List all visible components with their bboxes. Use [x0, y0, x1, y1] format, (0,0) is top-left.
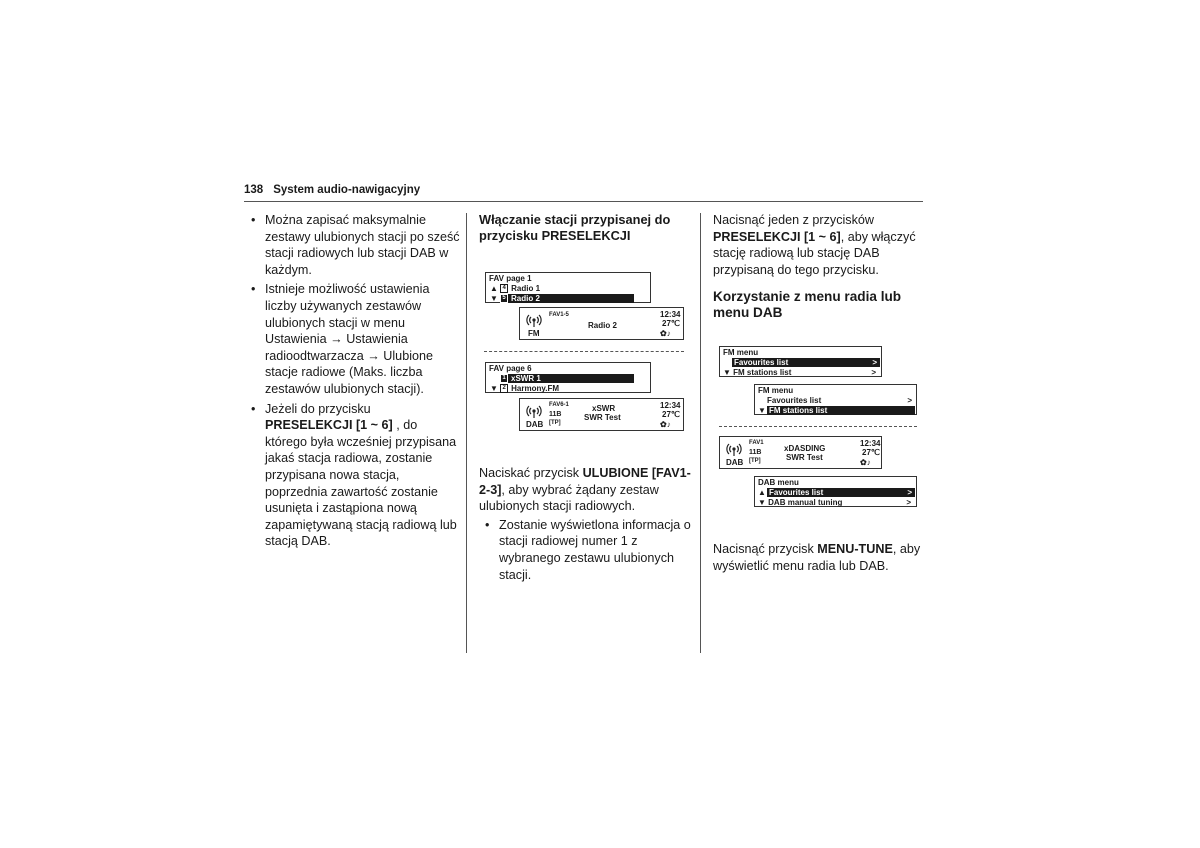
status-icons: ✿♪: [660, 329, 671, 338]
service-name: SWR Test: [786, 453, 823, 462]
preset-number: 4: [500, 284, 508, 293]
preset-number: 2: [500, 384, 508, 393]
fav-label: FAV1-5: [549, 312, 569, 318]
bold-text: MENU-TUNE: [817, 542, 893, 556]
down-arrow-icon: ▼: [490, 294, 498, 303]
band-label: DAB: [526, 420, 544, 429]
bullet-item: • Istnieje możliwość ustawienia liczby używanych zestawów ulubionych stacji w menu Ustawienia → Ustawienia radioodtwarzacza → Ulubione stacje radiowe (Maks. liczba zestawów ulubionych stacji).: [250, 281, 460, 397]
fav-row-selected: [500, 294, 634, 303]
down-arrow-icon: ▼: [490, 384, 498, 393]
tp-indicator: [TP]: [749, 458, 761, 464]
station-name: xSWR: [592, 404, 616, 413]
station-name: xSWR 1: [511, 374, 541, 383]
player-screen-dab-2: [719, 436, 882, 469]
temperature: 27℃: [862, 448, 880, 457]
fav-label: FAV1: [749, 440, 764, 446]
fm-menu-screen-2: [754, 384, 917, 415]
clock: 12:34: [860, 439, 881, 448]
column-1: [250, 212, 460, 553]
page-number: 138: [244, 184, 264, 196]
temperature: 27℃: [662, 410, 680, 419]
fav-row-selected: [500, 374, 634, 383]
screen-title: DAB menu: [758, 478, 799, 487]
station-name: Radio 2: [511, 294, 540, 303]
channel: 11B: [749, 449, 762, 456]
menu-item-label: FM stations list: [769, 406, 828, 415]
menu-item-label: FM stations list: [733, 368, 792, 377]
chevron-right-icon: >: [907, 396, 912, 405]
column-3-lower: [713, 541, 925, 574]
screen-title: FAV page 1: [489, 274, 532, 283]
page-header: [244, 184, 420, 196]
channel: 11B: [549, 411, 562, 418]
text: Nacisnąć przycisk: [713, 542, 818, 556]
tp-indicator: [TP]: [549, 420, 561, 426]
status-icons: ✿♪: [660, 420, 671, 429]
down-arrow-icon: ▼: [723, 368, 731, 377]
down-arrow-icon: ▼: [758, 406, 766, 415]
player-screen-fm: [519, 307, 684, 340]
column-3: [713, 212, 925, 321]
temperature: 27℃: [662, 319, 680, 328]
bold-text: ULUBIONE [FAV1-2-3]: [479, 466, 691, 497]
header-rule: [244, 201, 923, 202]
clock: 12:34: [660, 310, 681, 319]
bold-text: PRESELEKCJI [1 ~ 6]: [265, 418, 393, 433]
menu-row-selected: [732, 358, 880, 367]
station-name: Radio 1: [511, 284, 541, 293]
bullet-item: • Zostanie wyświetlona informacja o stacji radiowej numer 1 z wybranego zestawu ulubionych stacji.: [484, 517, 691, 583]
section-heading: Włączanie stacji przypisanej do przycisku PRESELEKCJI: [479, 212, 671, 243]
text: , aby wybrać żądany zestaw ulubionych stacji radiowych.: [479, 482, 659, 514]
down-arrow-icon: ▼: [758, 498, 766, 507]
dab-menu-screen: [754, 476, 917, 507]
menu-row: [758, 498, 914, 507]
separator: [719, 426, 917, 427]
chevron-right-icon: >: [871, 368, 876, 377]
station-name: Harmony.FM: [511, 384, 560, 393]
antenna-icon: [726, 441, 742, 457]
section-title: System audio-nawigacyjny: [273, 184, 421, 196]
paragraph: [713, 541, 925, 574]
screen-title: FM menu: [758, 386, 794, 395]
band-label: DAB: [726, 458, 744, 467]
fav-label: FAV6-1: [549, 402, 569, 408]
text: , aby włączyć stację radiową lub stację DAB przypisaną do tego przycisku.: [713, 229, 916, 277]
service-name: SWR Test: [584, 413, 621, 422]
antenna-icon: [526, 403, 542, 419]
status-icons: ✿♪: [860, 458, 871, 467]
menu-item-label: Favourites list: [734, 358, 789, 367]
screen-title: FM menu: [723, 348, 759, 357]
section-heading: Korzystanie z menu radia lub menu DAB: [713, 289, 902, 321]
band-label: FM: [528, 329, 540, 338]
menu-row-selected: [767, 406, 915, 415]
text: Naciskać przycisk: [479, 466, 583, 480]
menu-item-label: DAB manual tuning: [768, 498, 843, 507]
menu-row: [723, 368, 879, 377]
text: Nacisnąć jeden z przycisków: [713, 213, 874, 227]
menu-item-label: Favourites list: [767, 396, 822, 405]
text: , aby wyświetlić menu radia lub DAB.: [713, 542, 921, 573]
paragraph: [479, 465, 691, 515]
chevron-right-icon: >: [872, 358, 877, 367]
chevron-right-icon: >: [907, 488, 912, 497]
station-name: xDASDING: [784, 444, 826, 453]
column-divider-1: [466, 213, 467, 653]
paragraph: [713, 212, 925, 278]
fm-menu-screen: [719, 346, 882, 377]
preset-number: 1: [500, 374, 508, 383]
bold-text: PRESELEKCJI [1 ~ 6]: [713, 229, 841, 244]
bullet-item: • Można zapisać maksymalnie zestawy ulubionych stacji po sześć stacji radiowych lub stacji DAB w każdym.: [250, 212, 460, 278]
fav-page-1-screen: [485, 272, 651, 303]
menu-row-selected: [767, 488, 915, 497]
column-2-lower: [479, 465, 691, 586]
separator: [484, 351, 684, 352]
fav-row: [490, 384, 648, 393]
fav-page-6-screen: [485, 362, 651, 393]
screen-title: FAV page 6: [489, 364, 532, 373]
clock: 12:34: [660, 401, 681, 410]
chevron-right-icon: >: [906, 498, 911, 507]
menu-item-label: Favourites list: [769, 488, 824, 497]
up-arrow-icon: ▲: [758, 488, 766, 497]
menu-row: [767, 396, 915, 405]
bullet-item: [250, 401, 460, 550]
text: Jeżeli do przycisku: [265, 401, 371, 416]
preset-number: 5: [500, 294, 508, 303]
station-name: Radio 2: [588, 321, 617, 330]
fav-row: [490, 284, 648, 293]
column-divider-2: [700, 213, 701, 653]
column-2: [479, 212, 691, 244]
antenna-icon: [526, 312, 542, 328]
text: , do którego była wcześniej przypisana jakaś stacja radiowa, zostanie przypisana nowa stacja, poprzednia zawartość zostanie usunięta i zastąpiona nową zapamiętywaną stacją radiową lub stacją DAB.: [265, 418, 457, 549]
player-screen-dab: [519, 398, 684, 431]
up-arrow-icon: ▲: [490, 284, 498, 293]
